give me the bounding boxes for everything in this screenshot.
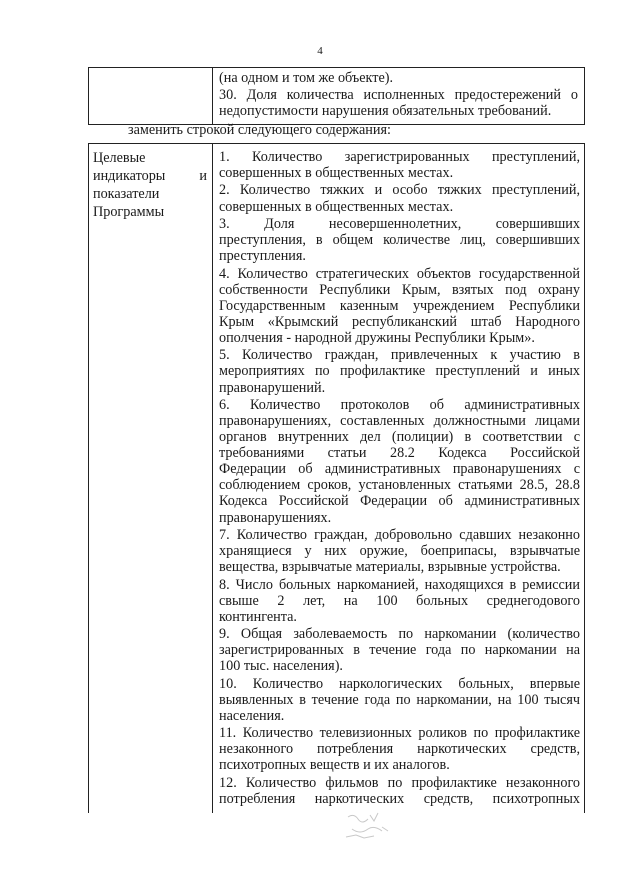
indicator-line: 5. Количество граждан, привлеченных к участию в <box>219 347 580 364</box>
indicator-item <box>219 725 580 773</box>
heading-line: показатели <box>93 186 160 202</box>
indicator-item <box>219 149 580 181</box>
page-number: 4 <box>317 45 323 57</box>
indicator-line: 1. Количество зарегистрированных преступлений, <box>219 149 580 165</box>
indicator-item <box>219 577 580 625</box>
indicators-list-cell <box>219 149 580 808</box>
indicator-line: собственности Республики Крым, взятых под охрану <box>219 281 580 298</box>
indicator-line: органов внутренних дел (полиции) в соответствии с <box>219 429 580 446</box>
indicator-line: Федерации об административных правонарушениях с <box>219 461 580 478</box>
indicator-line: мероприятиях по профилактике преступлений и иных <box>219 363 580 380</box>
indicator-line: правонарушений. <box>219 379 326 396</box>
indicator-line: хранящиеся у них оружие, боеприпасы, взрывчатые <box>219 543 580 560</box>
indicator-line: преступления, в общем количестве лиц, совершивших <box>219 232 580 249</box>
heading-line: Программы <box>93 204 165 220</box>
text-line: (на одном и том же объекте). <box>219 70 394 86</box>
indicator-line: Государственным казенным учреждением Республики <box>219 297 580 314</box>
indicator-line: совершенных в общественных местах. <box>219 198 454 215</box>
indicator-item <box>219 216 580 264</box>
indicators-table <box>88 143 585 813</box>
indicator-line: 10. Количество наркологических больных, впервые <box>219 675 580 692</box>
indicator-line: 8. Число больных наркоманией, находящихся в ремиссии <box>219 576 580 593</box>
faint-stamp-mark <box>340 807 400 847</box>
indicator-line: правонарушениях. <box>219 509 332 526</box>
indicator-line: населения. <box>219 707 285 724</box>
indicator-item <box>219 626 580 674</box>
previous-table-text <box>219 70 578 120</box>
indicator-line: незаконного потребления наркотических средств, <box>219 741 580 758</box>
indicator-line: контингента. <box>219 608 297 625</box>
indicator-line: 7. Количество граждан, добровольно сдавших незаконно <box>219 526 580 543</box>
previous-table-fragment <box>88 67 585 125</box>
indicator-line: правонарушениях, составленных должностными лицами <box>219 412 580 429</box>
indicator-item <box>219 347 580 395</box>
indicator-line: 4. Количество стратегических объектов государственной <box>219 265 580 282</box>
heading-line: индикаторы и <box>93 168 207 184</box>
indicator-line: 11. Количество телевизионных роликов по профилактике <box>219 725 580 742</box>
indicator-line: зарегистрированных в течение года по наркомании на <box>219 642 580 659</box>
indicators-heading-cell <box>93 149 207 221</box>
indicator-line: 2. Количество тяжких и особо тяжких преступлений, <box>219 182 580 199</box>
indicator-line: 12. Количество фильмов по профилактике незаконного <box>219 774 580 791</box>
indicator-line: вещества, взрывчатые материалы, взрывные устройства. <box>219 559 561 576</box>
replacement-instruction: заменить строкой следующего содержания: <box>128 122 391 138</box>
indicator-item <box>219 527 580 575</box>
indicator-line: выявленных в течение года по наркомании, на 100 тысяч <box>219 691 580 708</box>
indicator-line: 3. Доля несовершеннолетних, совершивших <box>219 215 580 232</box>
indicator-line: Крым «Крымский республиканский штаб Народного <box>219 313 580 330</box>
heading-line: Целевые <box>93 150 146 166</box>
indicator-line: Кодекса Российской Федерации об административных <box>219 493 580 510</box>
indicator-line: свыше 2 лет, на 100 больных среднегодового <box>219 592 580 609</box>
indicator-item <box>219 676 580 724</box>
indicator-line: ополчения - народной дружины Республики Крым». <box>219 329 535 346</box>
column-divider <box>212 144 213 813</box>
column-divider <box>212 68 213 124</box>
indicator-line: преступления. <box>219 248 306 265</box>
indicator-line: 9. Общая заболеваемость по наркомании (количество <box>219 626 580 643</box>
indicator-item <box>219 397 580 526</box>
indicator-line: потребления наркотических средств, психотропных <box>219 790 580 807</box>
text-line: недопустимости нарушения обязательных требований. <box>219 103 552 119</box>
indicator-item <box>219 775 580 807</box>
indicator-line: 100 тыс. населения). <box>219 658 343 675</box>
indicator-line: соблюдением сроков, установленных статьями 28.5, 28.8 <box>219 477 580 494</box>
indicator-line: совершенных в общественных местах. <box>219 165 454 182</box>
indicator-item <box>219 182 580 214</box>
indicator-item <box>219 266 580 346</box>
text-line: 30. Доля количества исполненных предостережений о <box>219 86 578 103</box>
indicator-line: 6. Количество протоколов об административных <box>219 396 580 413</box>
indicator-line: требованиями статьи 28.2 Кодекса Российской <box>219 445 580 462</box>
indicator-line: психотропных веществ и их аналогов. <box>219 757 450 774</box>
